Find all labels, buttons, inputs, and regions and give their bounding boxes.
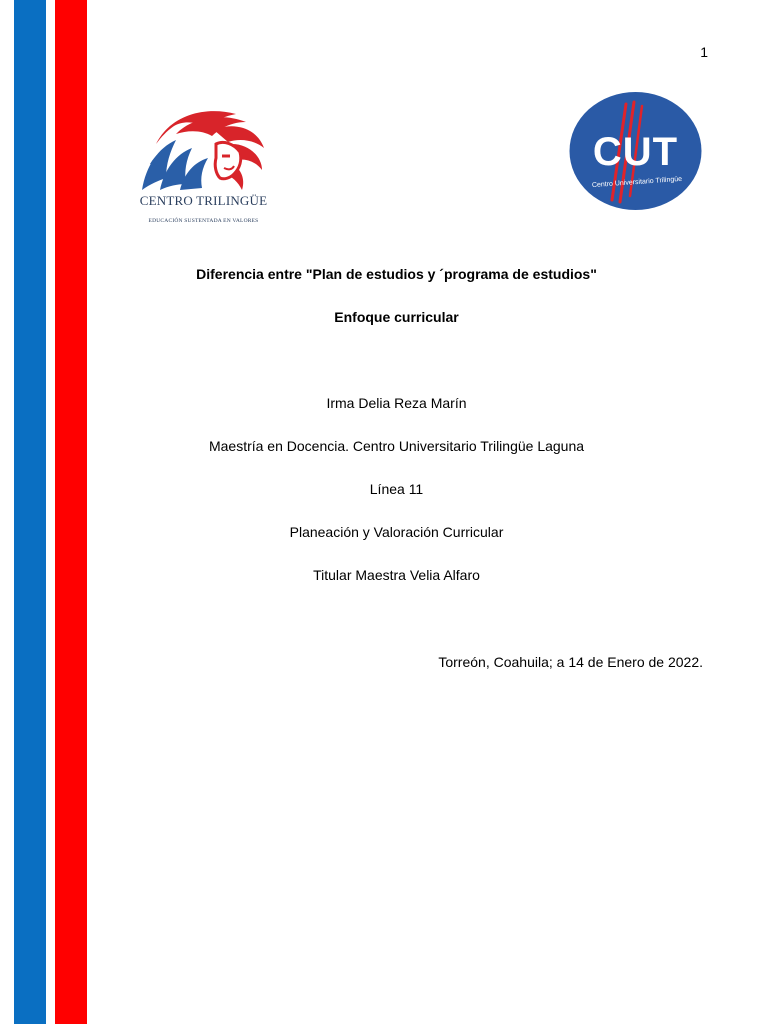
logo-right-acronym: CUT xyxy=(592,130,679,174)
red-side-stripe xyxy=(55,0,87,1024)
logo-left-motto: EDUCACIÓN SUSTENTADA EN VALORES xyxy=(148,218,259,224)
logo-left-name: CENTRO TRILINGÜE xyxy=(139,193,268,208)
centro-trilingue-logo xyxy=(136,104,271,229)
page-number: 1 xyxy=(700,44,708,60)
place-and-date: Torreón, Coahuila; a 14 de Enero de 2022. xyxy=(438,654,703,670)
teacher-name: Titular Maestra Velia Alfaro xyxy=(313,567,480,583)
document-title: Diferencia entre "Plan de estudios y ´programa de estudios" xyxy=(196,266,597,282)
lion-head-icon xyxy=(136,104,271,194)
cut-logo xyxy=(568,92,703,212)
logo-right-subtitle: Centro Universitario Trilingüe xyxy=(591,175,683,190)
course-name: Planeación y Valoración Curricular xyxy=(289,524,504,540)
blue-side-stripe xyxy=(14,0,46,1024)
program-name: Maestría en Docencia. Centro Universitario Trilingüe Laguna xyxy=(208,438,585,454)
author-name: Irma Delia Reza Marín xyxy=(326,395,467,411)
line-number: Línea 11 xyxy=(369,481,424,497)
document-subtitle: Enfoque curricular xyxy=(334,309,459,325)
